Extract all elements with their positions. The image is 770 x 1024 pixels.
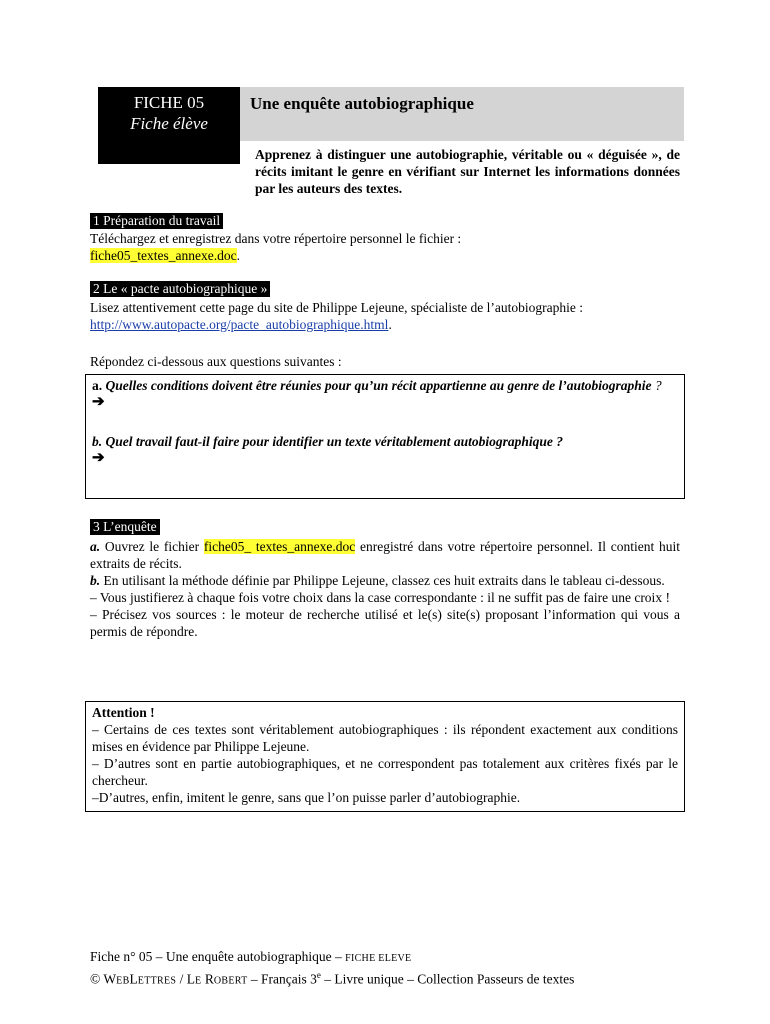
page-title: Une enquête autobiographique bbox=[250, 94, 474, 113]
pacte-link[interactable]: http://www.autopacte.org/pacte_autobiographique.html bbox=[90, 317, 389, 332]
publisher-w: W bbox=[103, 971, 117, 987]
section-2-label: 2 Le « pacte autobiographique » bbox=[90, 281, 270, 297]
attention-line-3: –D’autres, enfin, imitent le genre, sans que l’on puisse parler d’autobiographie. bbox=[92, 790, 521, 805]
publisher-eb: EB bbox=[116, 975, 130, 987]
item-b-prefix: b. bbox=[90, 573, 101, 588]
fiche-label-box bbox=[98, 87, 240, 164]
question-a-text: Quelles conditions doivent être réunies pour qu’un récit appartienne au genre de l’autobiographie bbox=[105, 378, 652, 393]
publisher-ettres: ETTRES bbox=[137, 975, 177, 987]
section-1-text bbox=[90, 230, 680, 264]
footer-type: FICHE ELEVE bbox=[345, 953, 412, 964]
section-1-label: 1 Préparation du travail bbox=[90, 213, 223, 229]
question-b-text: Quel travail faut-il faire pour identifier un texte véritablement autobiographique ? bbox=[105, 434, 564, 449]
item-a-file: fiche05_ textes_annexe.doc bbox=[203, 539, 356, 554]
section-2-heading bbox=[90, 281, 270, 298]
footer bbox=[90, 948, 574, 990]
item-a-text1: Ouvrez le fichier bbox=[104, 539, 200, 554]
section-2-text bbox=[90, 299, 680, 333]
section-3-line-3: – Vous justifierez à chaque fois votre choix dans la case correspondante : il ne suffit pas de faire une croix ! bbox=[90, 590, 670, 605]
attention-line-1: – Certains de ces textes sont véritablement autobiographiques : ils répondent exactement aux conditions mises en évidence par Philippe Lejeune. bbox=[92, 722, 678, 754]
section-1-heading bbox=[90, 213, 223, 230]
section-1-file: fiche05_textes_annexe.doc bbox=[90, 248, 237, 263]
publisher-robert-r: R bbox=[204, 971, 214, 987]
question-a-mark: ? bbox=[651, 378, 662, 393]
intro-text: Apprenez à distinguer une autobiographie, véritable ou « déguisée », de récits imitant le genre en vérifiant sur Internet les informations données par les auteurs des textes. bbox=[255, 147, 680, 196]
fiche-number: FICHE 05 bbox=[133, 93, 205, 112]
footer-title: Fiche n° 05 – Une enquête autobiographique – bbox=[90, 949, 342, 964]
footer-line-2 bbox=[90, 967, 574, 990]
section-3-item-b bbox=[90, 572, 680, 589]
section-3-label: 3 L’enquête bbox=[90, 519, 160, 535]
section-3-text bbox=[90, 538, 680, 640]
answer-a-arrow-icon: ➔ bbox=[92, 394, 105, 410]
attention-title: Attention ! bbox=[92, 705, 155, 720]
fiche-type: Fiche élève bbox=[130, 114, 208, 133]
footer-slash: / bbox=[179, 971, 184, 987]
footer-collection: – Livre unique – Collection Passeurs de textes bbox=[324, 971, 575, 987]
questions-box bbox=[85, 374, 685, 499]
section-1-tail: . bbox=[236, 248, 240, 263]
question-a bbox=[92, 377, 678, 394]
section-2-instruction: Lisez attentivement cette page du site de Philippe Lejeune, spécialiste de l’autobiographie : bbox=[90, 300, 583, 315]
attention-line-2: – D’autres sont en partie autobiographiques, et ne correspondent pas totalement aux critères fixés par le chercheur. bbox=[92, 756, 678, 788]
title-bar bbox=[240, 87, 684, 141]
attention-box bbox=[85, 701, 685, 812]
publisher-robert-obert: OBERT bbox=[213, 975, 248, 987]
publisher-l: L bbox=[129, 971, 138, 987]
footer-sup: e bbox=[316, 970, 321, 980]
footer-level: – Français 3 bbox=[250, 971, 317, 987]
section-3-line-4: – Précisez vos sources : le moteur de recherche utilisé et le(s) site(s) proposant l’information qui vous a permis de répondre. bbox=[90, 607, 680, 639]
copyright-icon: © bbox=[90, 971, 101, 987]
item-b-text: En utilisant la méthode définie par Philippe Lejeune, classez ces huit extraits dans le tableau ci-dessous. bbox=[103, 573, 665, 588]
section-2-tail: . bbox=[388, 317, 392, 332]
question-b bbox=[92, 433, 678, 450]
question-b-prefix: b. bbox=[92, 434, 103, 449]
section-3-item-a bbox=[90, 538, 680, 572]
publisher-le-e: E bbox=[195, 975, 202, 987]
section-3-heading bbox=[90, 519, 160, 536]
publisher-le-l: L bbox=[186, 971, 196, 987]
section-1-instruction: Téléchargez et enregistrez dans votre répertoire personnel le fichier : bbox=[90, 231, 462, 246]
item-a-prefix: a. bbox=[90, 539, 101, 554]
answer-b-arrow-icon: ➔ bbox=[92, 450, 105, 466]
footer-line-1 bbox=[90, 948, 574, 967]
item-a-text2: enregistré dans votre répertoire personnel. Il contient huit extraits de récits. bbox=[90, 539, 681, 571]
section-2-prompt: Répondez ci-dessous aux questions suivantes : bbox=[90, 354, 342, 369]
question-a-prefix: a. bbox=[92, 378, 103, 393]
